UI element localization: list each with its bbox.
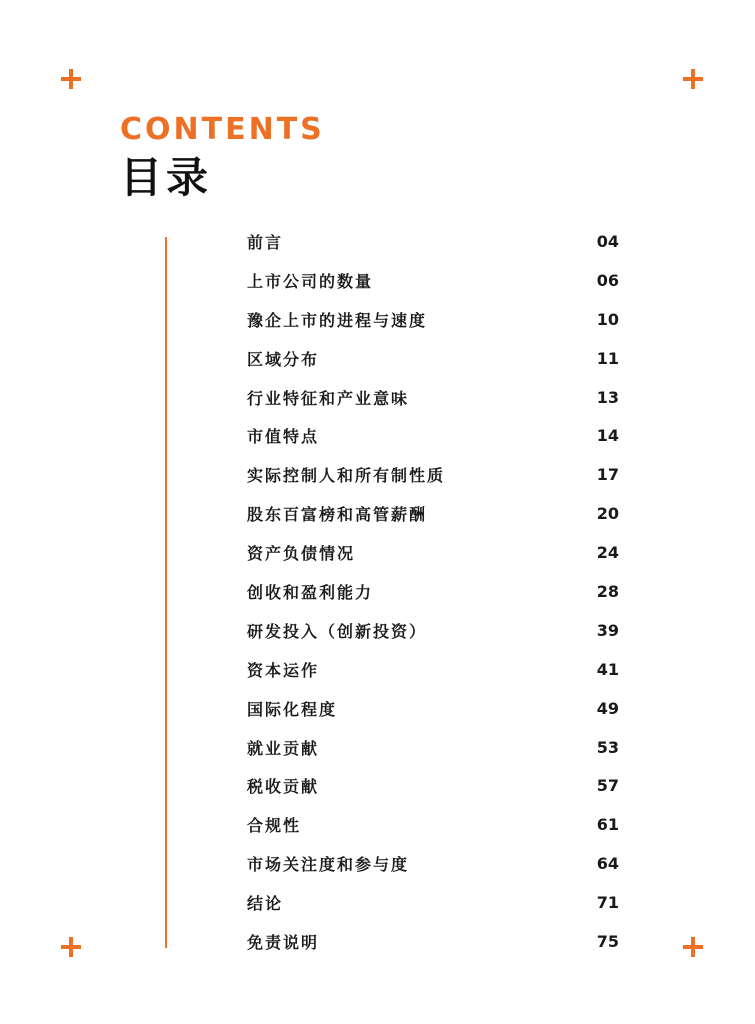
- toc-entry-page: 75: [596, 931, 619, 951]
- toc-entry-page: 53: [596, 737, 619, 757]
- toc-entry-title: 股东百富榜和高管薪酬: [247, 505, 428, 525]
- toc-entry[interactable]: [247, 261, 619, 300]
- toc-entry-title: 上市公司的数量: [247, 271, 374, 291]
- toc-entry-title: 就业贡献: [247, 738, 320, 758]
- toc-entry-title: 豫企上市的进程与速度: [247, 310, 428, 330]
- toc-entry[interactable]: [247, 533, 619, 572]
- toc-divider-line: [165, 237, 167, 948]
- toc-entry-title: 区域分布: [247, 349, 320, 369]
- toc-entry-page: 14: [596, 426, 619, 446]
- toc-entry-page: 24: [596, 543, 619, 563]
- toc-entry-page: 28: [596, 581, 619, 601]
- toc-entry-title: 合规性: [247, 816, 302, 836]
- toc-entry-title: 免责说明: [247, 932, 320, 952]
- toc-entry-page: 57: [596, 776, 619, 796]
- toc-entry-page: 04: [596, 231, 619, 251]
- toc-entry-title: 实际控制人和所有制性质: [247, 466, 446, 486]
- toc-entry-page: 17: [596, 465, 619, 485]
- toc-entry[interactable]: [247, 650, 619, 689]
- toc-entry[interactable]: [247, 416, 619, 455]
- toc-entry[interactable]: [247, 883, 619, 922]
- contents-title-en: CONTENTS: [120, 112, 325, 147]
- toc-entry-page: 13: [596, 387, 619, 407]
- toc-entry-page: 61: [596, 815, 619, 835]
- toc-entry-title: 资本运作: [247, 660, 320, 680]
- toc-entry-page: 49: [596, 698, 619, 718]
- toc-entry[interactable]: [247, 339, 619, 378]
- toc-entry-page: 10: [596, 309, 619, 329]
- toc-entry-page: 11: [596, 348, 619, 368]
- toc-entry-title: 资产负债情况: [247, 544, 356, 564]
- toc-entry-title: 研发投入（创新投资）: [247, 621, 428, 641]
- toc-entry-title: 国际化程度: [247, 699, 338, 719]
- toc-entry-title: 市场关注度和参与度: [247, 855, 410, 875]
- toc-entry-page: 20: [596, 504, 619, 524]
- toc-entry[interactable]: [247, 922, 619, 961]
- plus-icon-bottom-left: [61, 937, 81, 957]
- toc-entry[interactable]: [247, 222, 619, 261]
- toc-entry[interactable]: [247, 378, 619, 417]
- toc-entry-page: 41: [596, 659, 619, 679]
- toc-entry-page: 64: [596, 854, 619, 874]
- toc-entry[interactable]: [247, 844, 619, 883]
- toc-entry-page: 39: [596, 620, 619, 640]
- toc-list: [247, 222, 619, 961]
- plus-icon-top-left: [61, 69, 81, 89]
- toc-entry-title: 结论: [247, 894, 284, 914]
- toc-entry[interactable]: [247, 689, 619, 728]
- toc-entry-title: 前言: [247, 232, 284, 252]
- contents-title-zh: 目录: [120, 153, 213, 202]
- toc-entry[interactable]: [247, 455, 619, 494]
- toc-entry[interactable]: [247, 494, 619, 533]
- plus-icon-top-right: [683, 69, 703, 89]
- toc-entry-title: 税收贡献: [247, 777, 320, 797]
- toc-entry-page: 71: [596, 893, 619, 913]
- toc-entry-title: 行业特征和产业意味: [247, 388, 410, 408]
- toc-entry[interactable]: [247, 805, 619, 844]
- toc-entry[interactable]: [247, 300, 619, 339]
- toc-entry[interactable]: [247, 572, 619, 611]
- toc-entry[interactable]: [247, 728, 619, 767]
- toc-entry-page: 06: [596, 270, 619, 290]
- toc-entry[interactable]: [247, 766, 619, 805]
- toc-entry-title: 市值特点: [247, 427, 320, 447]
- toc-entry-title: 创收和盈利能力: [247, 582, 374, 602]
- toc-entry[interactable]: [247, 611, 619, 650]
- plus-icon-bottom-right: [683, 937, 703, 957]
